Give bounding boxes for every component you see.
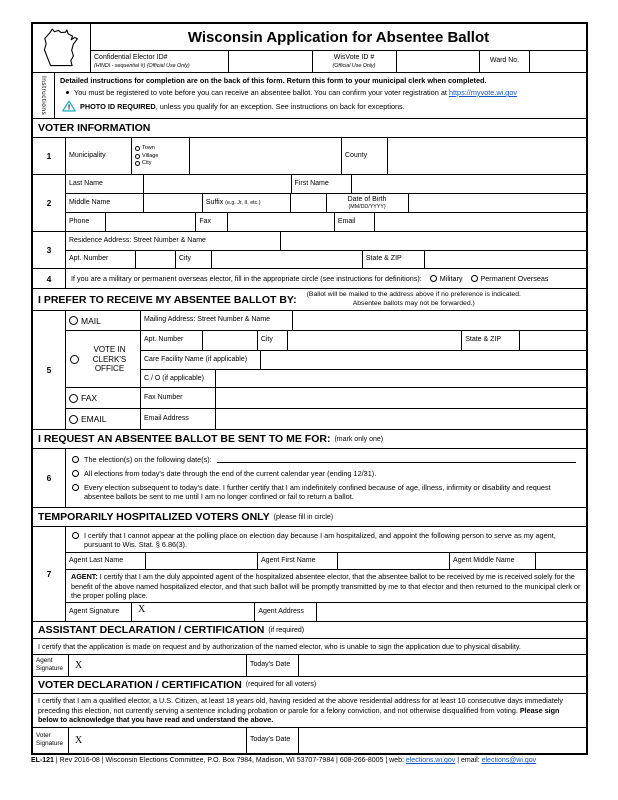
voter-declaration-header (33, 676, 586, 693)
suffix-sublabel: (e.g. Jr, II, etc.) (225, 199, 261, 206)
state-zip-input[interactable] (425, 251, 586, 268)
warning-icon (62, 100, 76, 112)
clerk-state-zip-input[interactable] (520, 331, 586, 350)
radio-military[interactable]: Military (430, 274, 463, 283)
assistant-section-title: ASSISTANT DECLARATION / CERTIFICATION (38, 624, 265, 637)
agent-first-name-input[interactable] (338, 553, 450, 569)
agent-middle-name-label: Agent Middle Name (450, 553, 536, 569)
election-dates-input[interactable] (217, 455, 576, 463)
page-title: Wisconsin Application for Absentee Ballot (91, 24, 586, 51)
care-facility-input[interactable] (261, 351, 586, 369)
hospitalized-radio-icon[interactable] (72, 532, 79, 539)
residence-row (33, 231, 586, 268)
footer-text: | Rev 2016-08 | Wisconsin Elections Committee, P.O. Box 7984, Madison, WI 53707-7984 | 608-266-8005 | web: (53, 757, 406, 764)
row-number-2: 2 (33, 175, 66, 231)
municipality-row (33, 137, 586, 174)
name-contact-row (33, 174, 586, 231)
elections-email-link[interactable]: elections@wi.gov (481, 757, 537, 764)
assistant-signature-label: Agent Signature (33, 655, 69, 676)
agent-last-name-input[interactable] (146, 553, 258, 569)
row-number-6: 6 (33, 449, 66, 507)
military-overseas-row (33, 268, 586, 288)
radio-mail-option[interactable]: MAIL (66, 311, 141, 330)
assistant-signature-input[interactable] (69, 655, 247, 676)
instructions-line3 (60, 100, 581, 112)
hospitalized-section-note: (please fill in circle) (273, 513, 334, 521)
ward-no-label: Ward No. (480, 51, 530, 72)
agent-address-label: Agent Address (255, 603, 317, 621)
email-address-input[interactable] (216, 409, 586, 429)
dob-sublabel: (MM/DD/YYYY) (348, 204, 386, 211)
row-number-3: 3 (33, 232, 66, 268)
military-radio-icon[interactable] (430, 275, 437, 282)
wisvote-id-input[interactable] (397, 51, 481, 72)
prefer-section-note: (Ballot will be mailed to the address above if no preference is indicated. Absentee ballots may not be forwarded.) (306, 291, 521, 307)
signature-x-mark: X (138, 604, 146, 616)
radio-village[interactable]: Village (135, 153, 186, 160)
town-radio-icon[interactable] (135, 146, 140, 151)
radio-city[interactable]: City (135, 160, 186, 167)
voter-date-label: Today's Date (247, 728, 299, 753)
voter-certify-text: I certify that I am a qualified elector, a U.S. Citizen, at least 18 years old, having resided at the above residential address for at least 10 consecutive days immediately preceding this election, not currently serving a sentence including probation or parole for a felony conviction, and not otherwise disqualified from voting. Please sign below to acknowledge that you have read and understand the above. (33, 693, 586, 727)
voter-signature-label: Voter Signature (33, 728, 69, 753)
clerk-apt-input[interactable] (203, 331, 258, 350)
suffix-input[interactable] (291, 194, 327, 212)
suffix-label: Suffix (e.g. Jr, II, etc.) (203, 194, 291, 212)
instructions-line1: Detailed instructions for completion are on the back of this form. Return this form to your municipal clerk when completed. (60, 76, 487, 85)
photo-id-required-text: PHOTO ID REQUIRED (80, 101, 156, 111)
residence-address-label: Residence Address: Street Number & Name (66, 232, 281, 250)
voter-date-input[interactable] (299, 728, 586, 753)
assistant-date-label: Today's Date (247, 655, 299, 676)
city-label: City (176, 251, 212, 268)
radio-town[interactable]: Town (135, 145, 186, 152)
county-input[interactable] (388, 138, 586, 174)
instructions-side-label: Instructions (40, 75, 47, 116)
hospitalized-row (33, 526, 586, 621)
instructions-side-cell (33, 73, 55, 118)
agent-middle-name-input[interactable] (536, 553, 586, 569)
clerk-city-input[interactable] (288, 331, 462, 350)
voter-declaration-note: (required for all voters) (245, 681, 317, 689)
first-name-input[interactable] (352, 175, 586, 193)
dob-input[interactable] (409, 194, 586, 212)
agent-last-name-label: Agent Last Name (66, 553, 146, 569)
request-section-note: (mark only one) (334, 435, 384, 443)
photo-id-rest-text: , unless you qualify for an exception. See instructions on back for exceptions. (155, 101, 405, 111)
calendar-year-radio-icon[interactable] (72, 470, 79, 477)
email-address-label: Email Address (141, 409, 216, 429)
middle-name-input[interactable] (144, 194, 203, 212)
wisvote-id-label: WisVote ID # (333, 53, 375, 61)
agent-certification-text: AGENT: I certify that I am the duly appointed agent of the hospitalized absentee elector, that the absentee ballot to be received by me is received solely for the benefit of the above named hospitalized elector, and that such ballot will be promptly transmitted by me to that elector and then returned to the municipal clerk or the proper polling place. (66, 569, 586, 602)
hospitalized-section-header (33, 507, 586, 526)
dob-label: Date of Birth (MM/DD/YYYY) (327, 194, 409, 212)
agent-signature-input[interactable] (132, 603, 255, 621)
confidential-elector-id-label: Confidential Elector ID# (94, 53, 168, 61)
confidential-elector-id-sublabel: (HINDI - sequential #) (Official Use Only) (94, 62, 190, 69)
military-overseas-text: If you are a military or permanent overseas elector, fill in the appropriate circle (see instructions for definitions): (71, 274, 422, 284)
first-name-label: First Name (292, 175, 352, 193)
phone-input[interactable] (106, 213, 196, 231)
row-number-7: 7 (33, 527, 66, 621)
voter-signature-input[interactable] (69, 728, 247, 753)
hospitalized-section-title: TEMPORARILY HOSPITALIZED VOTERS ONLY (38, 511, 270, 524)
registration-text: You must be registered to vote before you can receive an absentee ballot. You can confirm your voter registration at (74, 88, 449, 97)
clerk-office-radio-icon[interactable] (70, 355, 79, 364)
assistant-signature-row (33, 654, 586, 676)
request-section-title: I REQUEST AN ABSENTEE BALLOT BE SENT TO ME FOR: (38, 433, 331, 446)
assistant-section-note: (if required) (268, 626, 305, 634)
assistant-certify-text: I certify that the application is made on request and by authorization of the named elector, who is unable to sign the application due to physical disability. (33, 638, 586, 653)
mail-radio-icon[interactable] (69, 316, 78, 325)
clerk-city-label: City (258, 331, 288, 350)
last-name-label: Last Name (66, 175, 144, 193)
wisvote-id-sublabel: (Official Use Only) (332, 62, 376, 69)
bullet-icon (66, 91, 69, 94)
last-name-input[interactable] (144, 175, 292, 193)
election-selection-row (33, 448, 586, 507)
indefinitely-confined-radio-icon[interactable] (72, 484, 79, 491)
assistant-section-header (33, 621, 586, 638)
overseas-radio-icon[interactable] (471, 275, 478, 282)
clerk-apt-label: Apt. Number (141, 331, 203, 350)
voter-signature-row (33, 727, 586, 753)
option-specific-dates[interactable]: The election(s) on the following date(s): (72, 455, 580, 464)
wisconsin-state-icon (33, 24, 91, 72)
apt-number-input[interactable] (136, 251, 176, 268)
confidential-elector-id-input[interactable] (229, 51, 313, 72)
municipality-type-radios (132, 138, 190, 174)
absentee-ballot-form (31, 22, 588, 755)
care-of-input[interactable] (216, 370, 586, 388)
city-input[interactable] (212, 251, 363, 268)
radio-permanent-overseas[interactable]: Permanent Overseas (471, 274, 549, 283)
radio-fax-option[interactable]: FAX (66, 388, 141, 408)
mailing-address-input[interactable] (293, 311, 586, 330)
fax-radio-icon[interactable] (69, 394, 78, 403)
signature-x-mark: X (75, 735, 83, 747)
county-label: County (342, 138, 388, 174)
row-number-1: 1 (33, 138, 66, 174)
option-hospitalized[interactable] (66, 527, 586, 552)
email-radio-icon[interactable] (69, 415, 78, 424)
delivery-method-row (33, 310, 586, 429)
email-input[interactable] (375, 213, 586, 231)
fax-input[interactable] (228, 213, 335, 231)
agent-signature-label: Agent Signature (66, 603, 132, 621)
row-number-4: 4 (33, 269, 66, 288)
state-zip-label: State & ZIP (363, 251, 425, 268)
hospitalized-certify-text: I certify that I cannot appear at the polling place on election day because I am hospitalized, and appoint the following person to serve as my agent, pursuant to Wis. Stat. § 6.86(3). (84, 531, 556, 550)
footer-email-sep: | email: (455, 757, 482, 764)
prefer-section-header (33, 288, 586, 310)
village-radio-icon[interactable] (135, 154, 140, 159)
form-header (33, 24, 586, 72)
mailing-address-label: Mailing Address: Street Number & Name (141, 311, 293, 330)
option-indefinitely-confined[interactable]: Every election subsequent to today's date. I further certify that I am indefinitely confined because of age, illness, infirmity or disability and request absentee ballots be sent to me until I am no longer confined or fail to return a ballot. (72, 483, 580, 501)
care-facility-label: Care Facility Name (if applicable) (141, 351, 261, 369)
request-section-header (33, 429, 586, 448)
fax-number-label: Fax Number (141, 388, 216, 408)
voter-information-header: VOTER INFORMATION (33, 118, 586, 137)
radio-email-option[interactable]: EMAIL (66, 409, 141, 429)
ward-no-input[interactable] (530, 51, 586, 72)
apt-number-label: Apt. Number (66, 251, 136, 268)
prefer-section-title: I PREFER TO RECEIVE MY ABSENTEE BALLOT BY: (38, 293, 297, 306)
myvote-link[interactable]: https://myvote.wi.gov (448, 88, 518, 97)
instructions-block (33, 72, 586, 118)
email-label: Email (335, 213, 375, 231)
form-code: EL-121 (31, 757, 54, 764)
row-number-5: 5 (33, 311, 66, 429)
voter-declaration-title: VOTER DECLARATION / CERTIFICATION (38, 678, 242, 691)
agent-address-input[interactable] (317, 603, 586, 621)
signature-x-mark: X (75, 660, 83, 672)
residence-address-input[interactable] (281, 232, 586, 250)
radio-clerk-office-option[interactable]: VOTE IN CLERK'S OFFICE (66, 331, 141, 387)
municipality-label: Municipality (66, 138, 132, 174)
fax-label: Fax (196, 213, 228, 231)
svg-text:!: ! (67, 102, 71, 112)
phone-label: Phone (66, 213, 106, 231)
agent-first-name-label: Agent First Name (258, 553, 338, 569)
form-footer (31, 757, 588, 764)
elections-web-link[interactable]: elections.wi.gov (405, 757, 456, 764)
city-radio-icon[interactable] (135, 161, 140, 166)
instructions-line2 (60, 88, 581, 97)
care-of-label: C / O (if applicable) (141, 370, 216, 388)
municipality-input[interactable] (190, 138, 342, 174)
clerk-state-zip-label: State & ZIP (462, 331, 520, 350)
option-calendar-year[interactable]: All elections from today's date through the end of the current calendar year (ending 12/31). (72, 469, 580, 478)
specific-dates-radio-icon[interactable] (72, 456, 79, 463)
fax-number-input[interactable] (216, 388, 586, 408)
middle-name-label: Middle Name (66, 194, 144, 212)
assistant-date-input[interactable] (299, 655, 586, 676)
